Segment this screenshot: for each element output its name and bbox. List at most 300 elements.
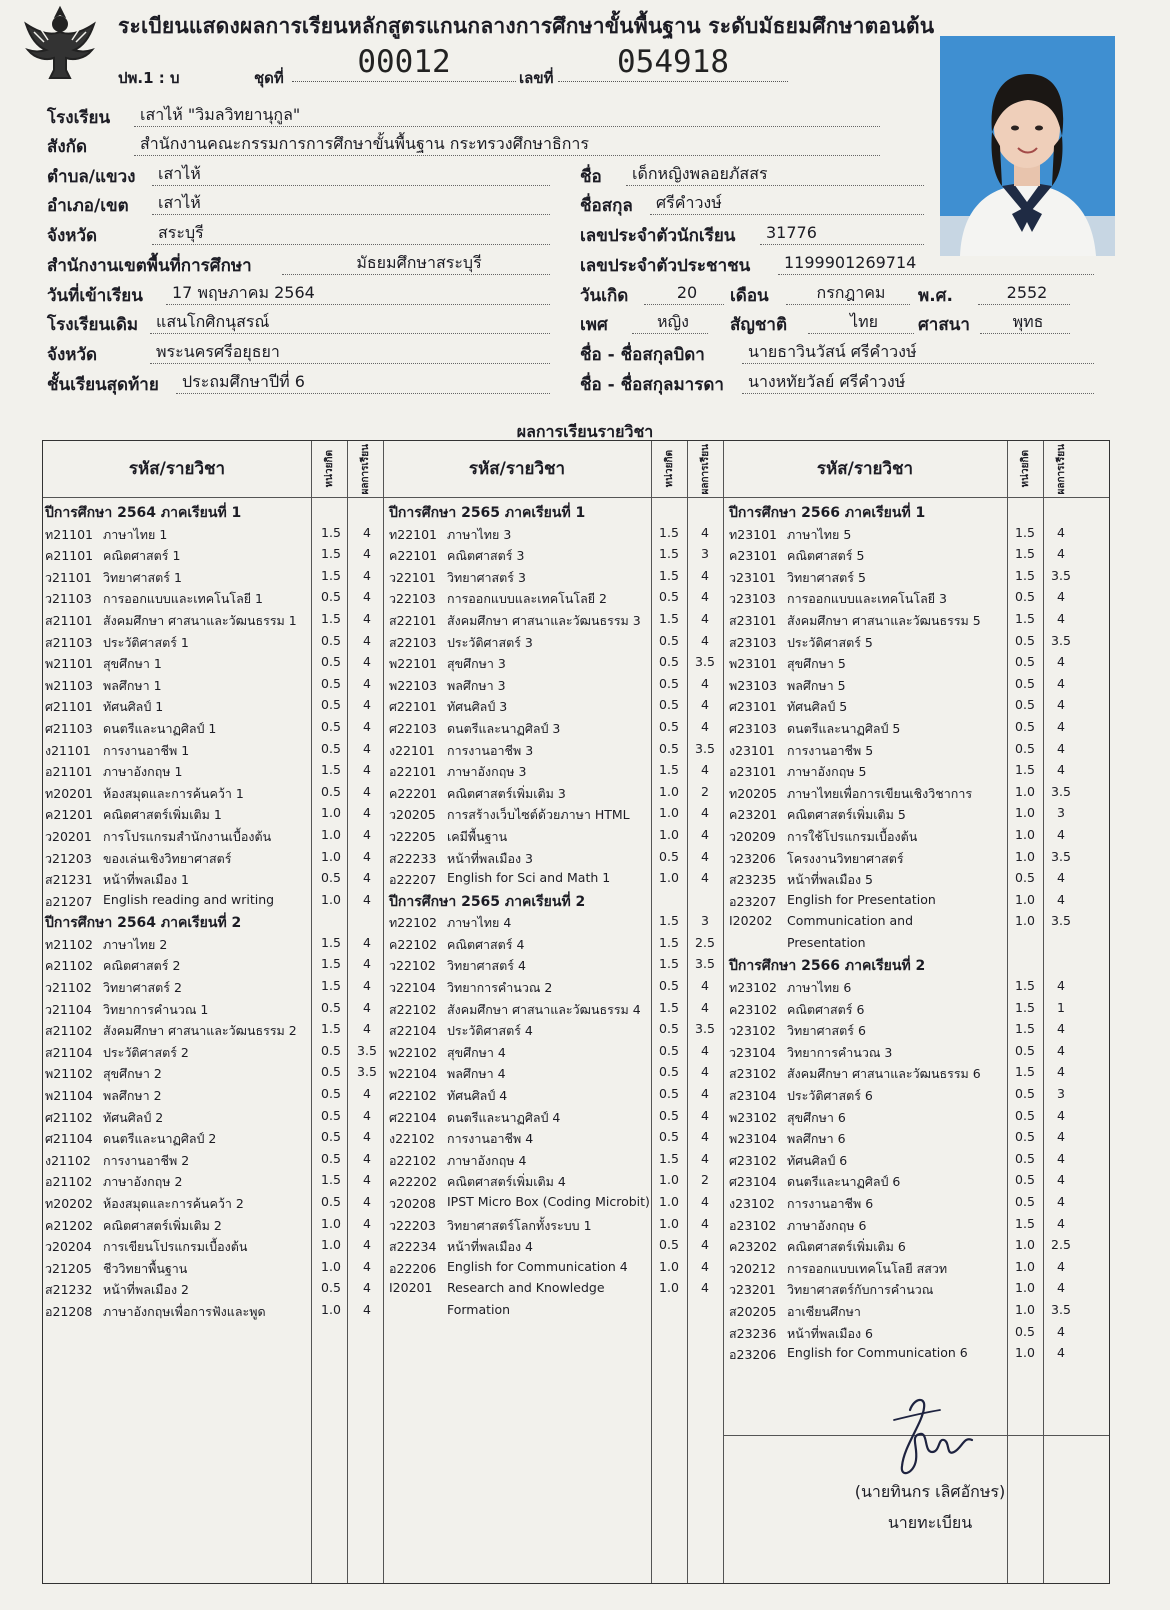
subject-grade: 4: [701, 1086, 709, 1102]
subject-row: [729, 890, 1079, 912]
religion-value: พุทธ: [980, 311, 1070, 334]
term-heading: [389, 890, 723, 912]
subject-grade: 4: [1057, 1258, 1065, 1274]
subject-grade: 2: [701, 1172, 709, 1188]
subject-name: ของเล่นเชิงวิทยาศาสตร์: [103, 850, 232, 866]
subject-grade: 4: [363, 1301, 371, 1317]
subject-credit: 1.0: [1015, 913, 1035, 929]
subject-row: [45, 803, 383, 825]
subject-credit: 0.5: [659, 1042, 679, 1058]
subject-grade: 4: [701, 632, 709, 648]
subject-credit: 0.5: [1015, 1086, 1035, 1102]
subject-name: ทัศนศิลป์ 5: [787, 699, 848, 715]
subject-name: หน้าที่พลเมือง 5: [787, 872, 873, 888]
subject-row: [389, 587, 723, 609]
subject-credit: 1.5: [321, 956, 341, 972]
subject-code: ส22102: [389, 1001, 437, 1017]
subject-row: [389, 954, 723, 976]
subject-grade: 4: [363, 610, 371, 626]
subject-row: [389, 1041, 723, 1063]
subject-code: ว21203: [45, 850, 92, 866]
subject-row: [389, 933, 723, 955]
subject-name: ภาษาอังกฤษ 1: [103, 764, 183, 780]
results-section-title: ผลการเรียนรายวิชา: [516, 422, 654, 441]
subject-name: อาเซียนศึกษา: [787, 1303, 861, 1319]
subject-grade: 4: [363, 1086, 371, 1102]
subject-name: ทัศนศิลป์ 2: [103, 1109, 164, 1125]
subject-name: IPST Micro Box (Coding Microbit): [447, 1194, 650, 1209]
subject-row: [45, 1019, 383, 1041]
subject-name: ภาษาอังกฤษ 5: [787, 764, 867, 780]
subject-row: [389, 998, 723, 1020]
subject-grade: 4: [701, 675, 709, 691]
subject-credit: 1.0: [321, 848, 341, 864]
subject-credit: 1.0: [1015, 805, 1035, 821]
subject-row: [729, 566, 1079, 588]
subject-credit: 1.5: [321, 567, 341, 583]
term-label: ปีการศึกษา 2566 ภาคเรียนที่ 2: [729, 958, 926, 975]
subject-code: ส23104: [729, 1088, 777, 1104]
subject-grade: 4: [701, 1215, 709, 1231]
subject-code: ว22102: [389, 958, 436, 974]
subject-code: ส22104: [389, 1023, 437, 1039]
subject-code: อ21101: [45, 764, 93, 780]
subject-grade: 4: [363, 524, 371, 540]
subject-code: พ22101: [389, 656, 438, 672]
subject-credit: 1.0: [1015, 826, 1035, 842]
subject-code: ว21104: [45, 1001, 92, 1017]
subject-grade: 2: [701, 783, 709, 799]
subject-credit: 1.0: [1015, 1237, 1035, 1253]
subject-credit: 1.5: [1015, 1021, 1035, 1037]
subject-grade: 4: [1057, 1064, 1065, 1080]
subject-credit: 0.5: [659, 978, 679, 994]
subject-grade: 4: [363, 567, 371, 583]
subject-name: การงานอาชีพ 6: [787, 1196, 874, 1211]
subject-credit: 1.0: [321, 1215, 341, 1231]
subject-name: Formation: [447, 1301, 511, 1317]
results-column-2: [389, 501, 723, 1322]
subject-row: [45, 1257, 383, 1279]
subject-code: I20202: [729, 913, 773, 929]
subject-code: ท23102: [729, 980, 778, 996]
subject-credit: 1.0: [321, 805, 341, 821]
subject-grade: 1: [1057, 999, 1065, 1015]
dob-month: กรกฎาคม: [786, 282, 910, 305]
subject-grade: 4: [1057, 891, 1065, 907]
subject-grade: 4: [363, 870, 371, 886]
subject-grade: 4: [1057, 718, 1065, 734]
subject-name: ภาษาไทย 5: [787, 526, 852, 542]
enroll-date-value: 17 พฤษภาคม 2564: [166, 282, 550, 305]
subject-credit: 1.0: [1015, 783, 1035, 799]
subject-row: [45, 1192, 383, 1214]
subject-name: สุขศึกษา 1: [103, 656, 162, 672]
subject-row: [45, 1062, 383, 1084]
subject-code: ศ21102: [45, 1109, 93, 1125]
subject-code: ว21103: [45, 591, 92, 607]
subject-name: วิทยาการคำนวณ 1: [103, 1001, 209, 1017]
subject-name: ภาษาอังกฤษ 3: [447, 764, 527, 780]
subject-row: [389, 803, 723, 825]
subject-grade: 3: [1057, 805, 1065, 821]
subject-code: อ22207: [389, 872, 437, 888]
subject-row: [729, 674, 1079, 696]
subject-grade: 4: [701, 1194, 709, 1209]
subject-row: [729, 1235, 1079, 1257]
subject-code: ว21102: [45, 980, 92, 996]
subject-grade: 4: [363, 956, 371, 972]
subject-name: วิทยาศาสตร์กับการคำนวณ: [787, 1282, 934, 1298]
subject-grade: 4: [363, 1237, 371, 1253]
subject-code: ว20205: [389, 807, 436, 823]
subject-row: [45, 825, 383, 847]
subject-code: ท21101: [45, 526, 94, 542]
subject-name: ทัศนศิลป์ 4: [447, 1088, 508, 1104]
subject-credit: 0.5: [1015, 740, 1035, 756]
subject-name: ดนตรีและนาฏศิลป์ 4: [447, 1109, 561, 1125]
subject-row: [389, 609, 723, 631]
subject-grade: 4: [1057, 675, 1065, 691]
subject-code: ส22233: [389, 850, 437, 866]
subject-code: ศ22104: [389, 1109, 437, 1125]
subject-name: ภาษาไทย 4: [447, 915, 512, 931]
prev-school-label: โรงเรียนเดิม: [47, 315, 139, 335]
subject-name: เคมีพื้นฐาน: [447, 828, 508, 844]
subject-row: [389, 1192, 723, 1214]
subject-code: ส23102: [729, 1066, 777, 1082]
subject-credit: 0.5: [1015, 675, 1035, 691]
header-credit-2: หน่วยกิต: [663, 450, 675, 488]
subject-name: พลศึกษา 3: [447, 677, 506, 693]
subject-row: [729, 1322, 1079, 1344]
subject-grade: 4: [701, 610, 709, 626]
subject-grade: 4: [363, 999, 371, 1015]
subject-grade: 4: [701, 978, 709, 994]
subject-code: พ21101: [45, 656, 94, 672]
subject-grade: 3.5: [695, 740, 715, 756]
subject-code: ส21231: [45, 872, 93, 888]
subject-code: ง21101: [45, 742, 91, 758]
subject-code: ว20208: [389, 1196, 436, 1211]
subject-grade: 4: [701, 1258, 709, 1274]
dob-day: 20: [644, 282, 724, 305]
subject-row: [729, 998, 1079, 1020]
subject-grade: 4: [363, 783, 371, 799]
subject-code: อ21207: [45, 893, 93, 909]
subject-grade: 4: [363, 848, 371, 864]
subject-row: [389, 652, 723, 674]
subject-code: พ22104: [389, 1066, 438, 1082]
subject-code: ว23102: [729, 1023, 776, 1039]
father-value: นายธาวินวัสน์ ศรีคำวงษ์: [742, 341, 1094, 364]
subject-credit: 1.0: [659, 870, 679, 886]
subject-name: วิทยาการคำนวณ 2: [447, 980, 553, 996]
subject-credit: 1.0: [1015, 1258, 1035, 1274]
subject-row: [389, 1062, 723, 1084]
subject-code: อ23206: [729, 1347, 777, 1363]
subject-name: ภาษาอังกฤษเพื่อการฟังและพูด: [103, 1303, 266, 1319]
subject-row: [389, 566, 723, 588]
subject-row: [729, 1300, 1079, 1322]
subject-name: การสร้างเว็บไซต์ด้วยภาษา HTML: [447, 807, 630, 823]
subject-row: [389, 1170, 723, 1192]
subject-code: ศ23103: [729, 720, 777, 736]
subject-name: ประวัติศาสตร์ 2: [103, 1044, 189, 1060]
subject-code: ค22101: [389, 548, 438, 564]
term-heading: [729, 501, 1079, 523]
district-label: อำเภอ/เขต: [47, 196, 129, 216]
subject-grade: 4: [363, 654, 371, 670]
subject-row: [729, 1149, 1079, 1171]
subject-code: ส22103: [389, 634, 437, 650]
subject-credit: 1.0: [659, 805, 679, 821]
header-grade-1: ผลการเรียน: [359, 443, 371, 495]
subject-name: คณิตศาสตร์ 2: [103, 958, 181, 974]
subject-grade: 4: [363, 1172, 371, 1188]
subject-code: พ23101: [729, 656, 778, 672]
subject-row: [45, 674, 383, 696]
subject-row: [729, 760, 1079, 782]
subject-credit: 1.5: [659, 762, 679, 778]
subject-grade: 2.5: [1051, 1237, 1071, 1253]
subject-row: [389, 760, 723, 782]
subject-name: ภาษาไทย 2: [103, 936, 168, 952]
subject-grade: 4: [363, 740, 371, 756]
subject-credit: 1.0: [659, 1215, 679, 1231]
subject-row: [45, 1300, 383, 1322]
subject-name: การงานอาชีพ 1: [103, 742, 190, 758]
term-heading: [45, 911, 383, 933]
subject-credit: 1.0: [321, 1258, 341, 1274]
subject-grade: 2.5: [695, 934, 715, 950]
subject-code: ว20204: [45, 1239, 92, 1255]
subject-grade: 4: [1057, 1194, 1065, 1209]
subject-row: [45, 739, 383, 761]
name-value: เด็กหญิงพลอยภัสสร: [626, 163, 924, 186]
subject-code: ส21104: [45, 1044, 93, 1060]
subject-credit: 1.0: [659, 1258, 679, 1274]
subject-code: ว23104: [729, 1044, 776, 1060]
subject-name: สุขศึกษา 6: [787, 1109, 846, 1125]
subject-row: [45, 760, 383, 782]
subject-row: [389, 825, 723, 847]
subject-grade: 4: [1057, 1323, 1065, 1339]
subject-grade: 4: [363, 589, 371, 605]
subject-row: [389, 631, 723, 653]
subject-credit: 1.5: [321, 546, 341, 562]
subject-row: [45, 566, 383, 588]
subject-row: [729, 1019, 1079, 1041]
subject-code: ศ23101: [729, 699, 777, 715]
subject-name: English for Sci and Math 1: [447, 870, 611, 886]
subject-name: ภาษาอังกฤษ 2: [103, 1174, 183, 1190]
subject-row: [45, 609, 383, 631]
subject-code: ง21102: [45, 1152, 91, 1168]
subject-row: [45, 1214, 383, 1236]
subject-credit: 1.5: [321, 762, 341, 778]
subject-credit: 0.5: [1015, 1194, 1035, 1209]
subject-credit: 1.5: [659, 934, 679, 950]
subject-credit: 0.5: [659, 740, 679, 756]
subject-code: ค21202: [45, 1217, 94, 1233]
subject-row: [389, 1235, 723, 1257]
subject-name: การงานอาชีพ 2: [103, 1152, 190, 1168]
subject-grade: 4: [363, 1107, 371, 1123]
subject-code: ว23206: [729, 850, 776, 866]
subject-row: [729, 976, 1079, 998]
subject-row: [389, 1127, 723, 1149]
subject-row: [729, 1192, 1079, 1214]
subject-credit: 0.5: [659, 718, 679, 734]
subject-credit: 1.5: [321, 524, 341, 540]
subject-grade: 4: [1057, 1042, 1065, 1058]
subject-credit: 0.5: [321, 870, 341, 886]
subject-grade: 4: [701, 1064, 709, 1080]
subject-code: ว22203: [389, 1217, 436, 1233]
subject-name: การใช้โปรแกรมเบื้องต้น: [787, 828, 918, 844]
prev-province-label: จังหวัด: [47, 345, 98, 365]
subject-credit: 0.5: [321, 654, 341, 670]
subject-row: [389, 544, 723, 566]
subject-credit: 0.5: [321, 999, 341, 1015]
subject-credit: 0.5: [1015, 589, 1035, 605]
subject-code: ว22205: [389, 828, 436, 844]
dob-year: 2552: [978, 282, 1070, 305]
registrar-name: (นายทินกร เลิศอักษร): [854, 1482, 1006, 1501]
subject-grade: 4: [1057, 1129, 1065, 1145]
subject-row: [389, 1106, 723, 1128]
subject-code: ส23235: [729, 872, 777, 888]
term-label: ปีการศึกษา 2566 ภาคเรียนที่ 1: [729, 505, 926, 521]
subject-code: ค21102: [45, 958, 94, 974]
subject-grade: 4: [363, 697, 371, 713]
subject-row: [729, 1041, 1079, 1063]
subject-row: [389, 911, 723, 933]
subject-grade: 4: [363, 1194, 371, 1209]
subject-credit: 0.5: [321, 1086, 341, 1102]
subject-grade: 4: [1057, 697, 1065, 713]
subject-row: [729, 847, 1079, 869]
subject-name: สังคมศึกษา ศาสนาและวัฒนธรรม 3: [447, 612, 641, 628]
subject-code: ว23101: [729, 569, 776, 585]
subject-grade: 4: [1057, 1150, 1065, 1166]
subject-row: [729, 544, 1079, 566]
subject-grade: 4: [1057, 1345, 1065, 1361]
subject-row: [45, 847, 383, 869]
set-number: 00012: [292, 44, 516, 82]
subject-row: [45, 1278, 383, 1300]
subject-grade: 4: [363, 1280, 371, 1296]
subject-grade: 4: [1057, 740, 1065, 756]
subject-code: อ22102: [389, 1152, 437, 1168]
subject-row: [389, 523, 723, 545]
subject-grade: 3.5: [1051, 913, 1071, 929]
subject-grade: 4: [363, 826, 371, 842]
subject-row: [389, 1214, 723, 1236]
subject-credit: 0.5: [1015, 632, 1035, 648]
subject-grade: 4: [701, 999, 709, 1015]
name-label: ชื่อ: [580, 167, 602, 187]
subject-credit: 0.5: [321, 675, 341, 691]
subject-row: [389, 1300, 723, 1322]
nationality-value: ไทย: [808, 311, 914, 334]
subject-code: ว20209: [729, 828, 776, 844]
subject-credit: 0.5: [1015, 1150, 1035, 1166]
subject-grade: 4: [1057, 1172, 1065, 1188]
subject-row: [45, 523, 383, 545]
year-label: พ.ศ.: [918, 286, 953, 306]
header-grade-2: ผลการเรียน: [699, 443, 711, 495]
subject-code: ส20205: [729, 1303, 777, 1319]
term-heading: [729, 954, 1079, 976]
subject-code: พ21102: [45, 1066, 94, 1082]
subject-grade: 3.5: [357, 1042, 377, 1058]
subject-row: [45, 933, 383, 955]
subject-row: [389, 868, 723, 890]
subject-code: ศ22101: [389, 699, 437, 715]
results-column-3: [729, 501, 1079, 1365]
header-credit-3: หน่วยกิต: [1019, 450, 1031, 488]
subject-name: โครงงานวิทยาศาสตร์: [787, 850, 904, 866]
subject-credit: 0.5: [659, 1237, 679, 1253]
subject-row: [45, 587, 383, 609]
subject-grade: 3.5: [695, 1021, 715, 1037]
subject-name: คณิตศาสตร์เพิ่มเติม 3: [447, 785, 566, 801]
subject-name: พลศึกษา 6: [787, 1131, 846, 1147]
subject-grade: 4: [363, 891, 371, 907]
subject-name: การเขียนโปรแกรมเบื้องต้น: [103, 1239, 248, 1255]
subject-row: [45, 631, 383, 653]
subject-name: ดนตรีและนาฏศิลป์ 3: [447, 720, 561, 736]
subject-code: อ22206: [389, 1260, 437, 1276]
subject-credit: 0.5: [1015, 1107, 1035, 1123]
subject-code: ค23201: [729, 807, 778, 823]
subject-code: อ21102: [45, 1174, 93, 1190]
subject-code: อ23101: [729, 764, 777, 780]
subject-credit: 0.5: [659, 1021, 679, 1037]
subject-code: ศ23102: [729, 1152, 777, 1168]
subject-row: [729, 1214, 1079, 1236]
header-subject-2: รหัส/รายวิชา: [468, 459, 566, 479]
subject-code: ค23202: [729, 1239, 778, 1255]
subject-row: [389, 674, 723, 696]
subject-code: ว22101: [389, 569, 436, 585]
subject-code: พ23102: [729, 1109, 778, 1125]
subject-credit: 0.5: [659, 654, 679, 670]
subject-row: [45, 868, 383, 890]
subject-credit: 1.5: [1015, 546, 1035, 562]
subject-row: [729, 717, 1079, 739]
subject-code: ว21101: [45, 569, 92, 585]
subject-name: คณิตศาสตร์เพิ่มเติม 6: [787, 1239, 906, 1255]
subject-row: [45, 1041, 383, 1063]
last-grade-label: ชั้นเรียนสุดท้าย: [47, 375, 159, 395]
subject-row: [45, 998, 383, 1020]
subject-grade: 4: [363, 675, 371, 691]
subject-row: [729, 1127, 1079, 1149]
subject-grade: 4: [363, 1150, 371, 1166]
document-title: ระเบียนแสดงผลการเรียนหลักสูตรแกนกลางการศึกษาขั้นพื้นฐาน ระดับมัธยมศึกษาตอนต้น: [118, 14, 935, 38]
subject-code: ท22102: [389, 915, 438, 931]
subject-grade: 3: [701, 546, 709, 562]
subject-credit: 0.5: [1015, 1129, 1035, 1145]
subject-name: Communication and: [787, 913, 914, 929]
subject-name: พลศึกษา 2: [103, 1088, 162, 1104]
subject-code: ค21201: [45, 807, 94, 823]
registrar-role: นายทะเบียน: [887, 1513, 973, 1532]
header-subject-3: รหัส/รายวิชา: [816, 459, 914, 479]
